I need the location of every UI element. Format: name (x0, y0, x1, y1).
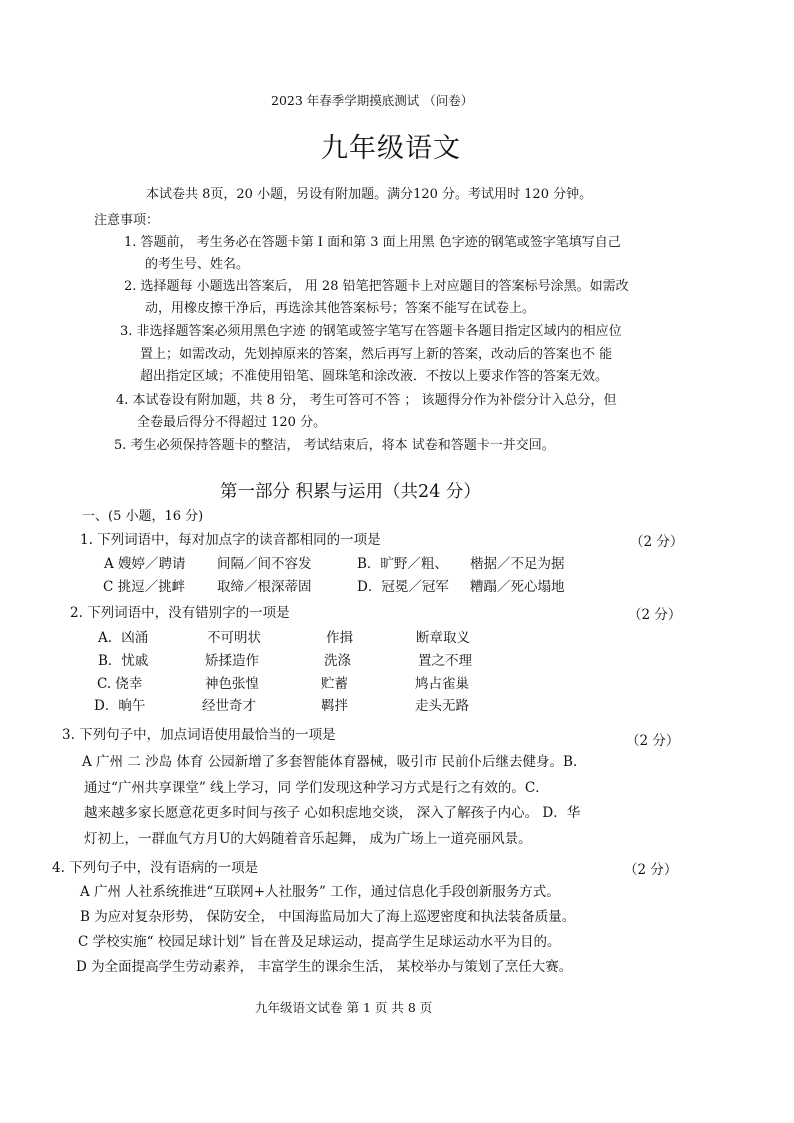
option-a-item4: 断章取义 (416, 630, 470, 646)
option-d-word1: D．冠冕／冠军 (357, 579, 449, 595)
option-b-word1: B．旷野／粗、 (357, 556, 448, 572)
option-c-item1: C. 侥幸 (97, 676, 143, 692)
notice-line: 2. 选择题每 小题选出答案后， 用 28 铅笔把答题卡上对应题目的答案标号涂黑。如需改 (124, 279, 629, 294)
option-b-item4: 置之不理 (418, 653, 472, 669)
option-c-item4: 鸠占雀巢 (415, 676, 469, 692)
question-text-line: 灯初上，一群血气方月U的大妈随着音乐起舞， 成为广场上一道亮丽风景。 (84, 831, 532, 847)
option-b: B 为应对复杂形势， 保防安全， 中国海监局加大了海上巡逻密度和执法装备质量。 (80, 909, 576, 925)
option-a-item1: A．凶涌 (98, 630, 149, 646)
option-c: C 学校实施“ 校园足球计划” 旨在普及足球运动，提高学生足球运动水平为目的。 (78, 934, 561, 950)
part-title: 第一部分 积累与运用（共24 分） (220, 482, 481, 502)
option-b-item2: 矫揉造作 (205, 653, 259, 669)
question-score: （2 分） (630, 534, 684, 550)
question-score: （2 分） (624, 862, 678, 878)
option-a-item3: 作揖 (326, 630, 353, 646)
option-b-item3: 洗涤 (324, 653, 351, 669)
page-footer: 九年级语文试卷 第 1 页 共 8 页 (255, 1000, 433, 1015)
option-a-item2: 不可明状 (207, 630, 261, 646)
question-stem: 1. 下列词语中，每对加点字的读音都相同的一项是 (80, 532, 381, 548)
notice-line: 全卷最后得分不得超过 120 分。 (137, 415, 327, 430)
option-a-word2: 间隔／间不容发 (217, 556, 312, 572)
notice-line: 1. 答题前， 考生务必在答题卡第 I 面和第 3 面上用黑 色字迹的钢笔或签字笔填写自己 (124, 235, 621, 250)
question-text-line: 通过“广州共享课堂” 线上学习，同 学们发现这种学习方式是行之有效的。C． (84, 780, 549, 796)
notice-label: 注意事项： (94, 213, 160, 228)
notice-line: 4. 本试卷设有附加题，共 8 分， 考生可答可不答 ； 该题得分作为补偿分计入总分，但 (116, 393, 617, 408)
section-label: 一、(5 小题，16 分) (82, 509, 204, 524)
option-a-word1: A 嫂婷／聘请 (104, 556, 186, 572)
page-title: 九年级语文 (321, 133, 461, 164)
question-score: （2 分） (628, 607, 682, 623)
question-stem: 4. 下列句子中，没有语病的一项是 (52, 860, 259, 876)
exam-intro: 本试卷共 8页，20 小题，另设有附加题。满分120 分。考试用时 120 分钟。 (146, 187, 593, 202)
question-text-line: 越来越多家长愿意花更多时间与孩子 心如积虑地交谈， 深入了解孩子内心。 D．华 (84, 805, 581, 821)
option-c-item2: 神色张惶 (205, 676, 259, 692)
notice-line: 的考生号、姓名。 (145, 257, 250, 272)
option-d: D 为全面提高学生劳动素养， 丰富学生的课余生活， 某校举办与策划了烹任大赛。 (76, 959, 573, 975)
option-c-word2: 取缔／根深蒂固 (217, 579, 312, 595)
option-b-item1: B．忧戚 (98, 653, 149, 669)
notice-line: 超出指定区域；不准使用铅笔、圆珠笔和涂改液．不按以上要求作答的答案无效。 (140, 369, 609, 384)
question-stem: 2. 下列词语中，没有错别字的一项是 (70, 605, 290, 621)
option-a: A 广州 人社系统推进“互联网+人社服务” 工作，通过信息化手段创新服务方式。 (80, 884, 560, 900)
question-stem: 3. 下列句子中，加点词语使用最恰当的一项是 (62, 727, 336, 743)
exam-header: 2023 年春季学期摸底测试 （问卷） (271, 93, 474, 108)
option-d-word2: 糟蹋／死心塌地 (470, 579, 565, 595)
option-d-item2: 经世奇才 (202, 698, 256, 714)
question-text-line: A 广州 二 沙岛 体育 公园新增了多套智能体育器械，吸引市 民前仆后继去健身。B. (82, 754, 578, 770)
option-c-item3: 贮蓄 (321, 676, 348, 692)
option-c-word1: C 挑逗／挑衅 (103, 579, 186, 595)
notice-line: 置上；如需改动，先划掉原来的答案，然后再写上新的答案，改动后的答案也不 能 (140, 347, 613, 362)
option-b-word2: 楷据／不足为据 (470, 556, 565, 572)
notice-line: 5. 考生必须保持答题卡的整洁， 考试结束后，将本 试卷和答题卡一并交回。 (114, 438, 555, 453)
notice-line: 动，用橡皮擦干净后，再选涂其他答案标号；答案不能写在试卷上。 (145, 301, 536, 316)
question-score: （2 分） (626, 733, 680, 749)
notice-line: 3. 非选择题答案必须用黑色字迹 的钢笔或签字笔写在答题卡各题目指定区域内的相应位 (120, 324, 622, 339)
option-d-item1: D．晌午 (94, 698, 146, 714)
option-d-item3: 羁拌 (321, 698, 348, 714)
option-d-item4: 走头无路 (415, 698, 469, 714)
